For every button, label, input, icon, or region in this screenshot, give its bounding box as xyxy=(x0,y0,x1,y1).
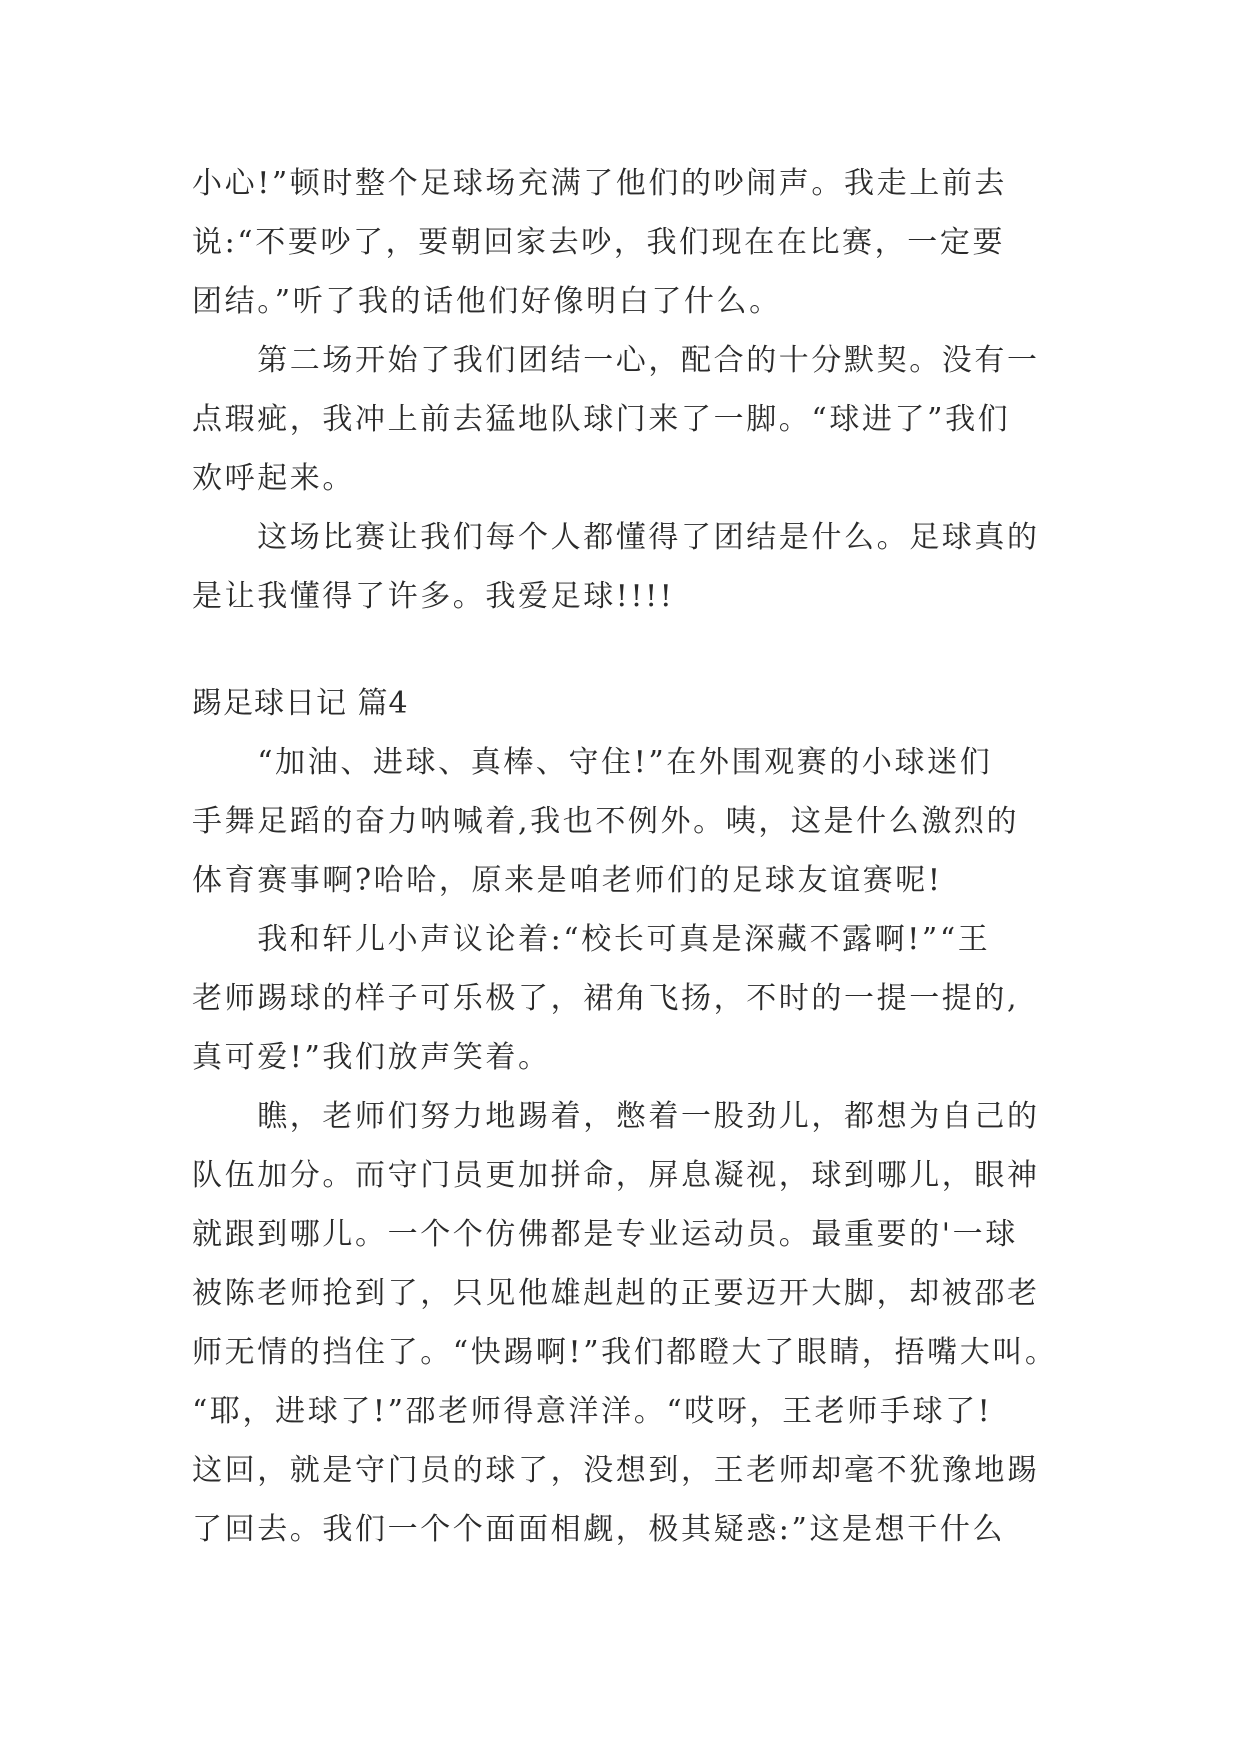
paragraph-line: 手舞足蹈的奋力呐喊着,我也不例外。咦，这是什么激烈的 xyxy=(192,804,1020,839)
paragraph-line: 说:“不要吵了，要朝回家去吵，我们现在在比赛，一定要 xyxy=(192,225,1006,260)
paragraph-line: 师无情的挡住了。“快踢啊!”我们都瞪大了眼睛，捂嘴大叫。 xyxy=(192,1335,1058,1370)
paragraph-line: 欢呼起来。 xyxy=(192,461,355,496)
paragraph-line: “耶，进球了!”邵老师得意洋洋。“哎呀，王老师手球了! xyxy=(192,1394,993,1429)
paragraph-line: 我和轩儿小声议论着:“校长可真是深藏不露啊!”“王 xyxy=(192,922,991,957)
paragraph-line: 是让我懂得了许多。我爱足球!!!! xyxy=(192,579,675,614)
paragraph-line: 瞧，老师们努力地踢着，憋着一股劲儿，都想为自己的 xyxy=(192,1099,1040,1134)
paragraph-line: 第二场开始了我们团结一心，配合的十分默契。没有一 xyxy=(192,343,1040,378)
paragraph-line: 团结。”听了我的话他们好像明白了什么。 xyxy=(192,284,782,319)
paragraph-line: 老师踢球的样子可乐极了，裙角飞扬，不时的一提一提的, xyxy=(192,981,1020,1016)
paragraph-line: 就跟到哪儿。一个个仿佛都是专业运动员。最重要的'一球 xyxy=(192,1217,1018,1252)
section-heading: 踢足球日记 篇4 xyxy=(192,686,409,721)
section-3-tail xyxy=(192,154,1072,626)
document-page xyxy=(192,154,1072,1559)
paragraph-line: 这回，就是守门员的球了，没想到，王老师却毫不犹豫地踢 xyxy=(192,1453,1040,1488)
paragraph-line: 了回去。我们一个个面面相觑，极其疑惑:”这是想干什么 xyxy=(192,1512,1006,1547)
section-4 xyxy=(192,733,1072,1559)
paragraph-line: 真可爱!”我们放声笑着。 xyxy=(192,1040,551,1075)
paragraph-line: 点瑕疵，我冲上前去猛地队球门来了一脚。“球进了”我们 xyxy=(192,402,1011,437)
paragraph-line: 小心!”顿时整个足球场充满了他们的吵闹声。我走上前去 xyxy=(192,166,1007,201)
paragraph-line: 被陈老师抢到了，只见他雄赳赳的正要迈开大脚，却被邵老 xyxy=(192,1276,1040,1311)
paragraph-line: 体育赛事啊?哈哈，原来是咱老师们的足球友谊赛呢! xyxy=(192,863,943,898)
paragraph-line: “加油、进球、真棒、守住!”在外围观赛的小球迷们 xyxy=(192,745,993,780)
paragraph-line: 队伍加分。而守门员更加拼命，屏息凝视，球到哪儿，眼神 xyxy=(192,1158,1040,1193)
paragraph-line: 这场比赛让我们每个人都懂得了团结是什么。足球真的 xyxy=(192,520,1040,555)
